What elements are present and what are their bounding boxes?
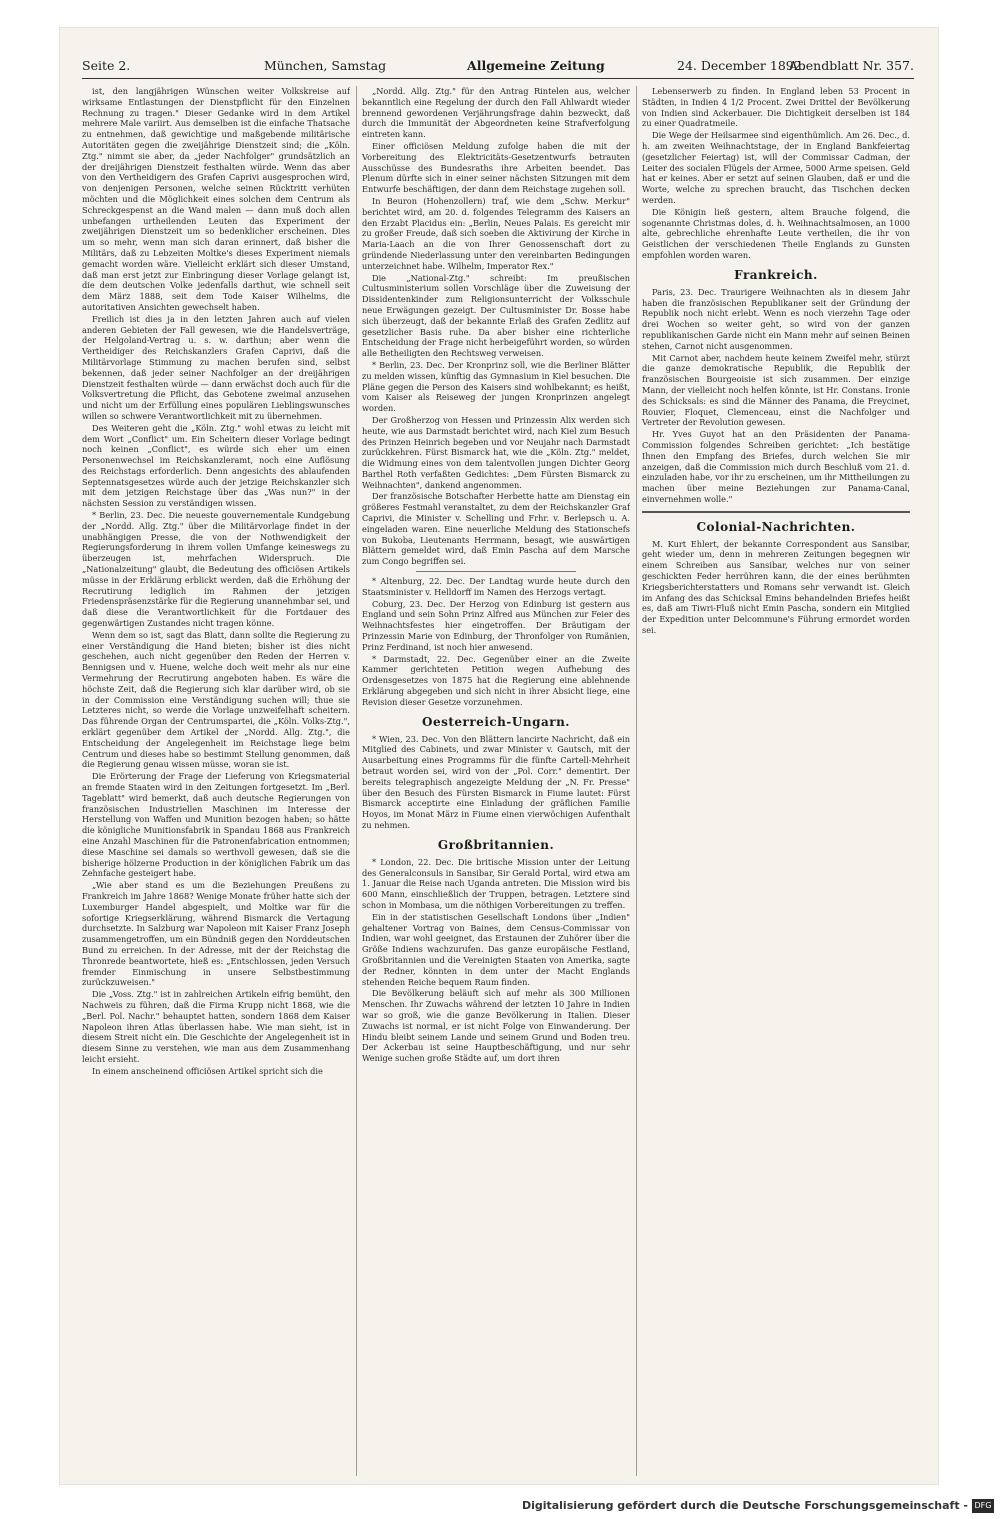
newspaper-title: Allgemeine Zeitung (467, 58, 605, 73)
paragraph: * Darmstadt, 22. Dec. Gegenüber einer an die Zweite Kammer gerichteten Petition wegen Aufhebung des Ordensgesetzes von 1875 hat die Regierung eine ablehnende Erklärung abgegeben und sich nicht in ihrer Absicht liege, eine Revision dieser Gesetze vorzunehmen. (362, 653, 630, 707)
paragraph: Die Bevölkerung beläuft sich auf mehr als 300 Millionen Menschen. Ihr Zuwachs während der letzten 10 Jahre in Indien war so groß, wie die ganze Bevölkerung in Italien. Dieser Zuwachs ist normal, er ist nicht Folge von Einwanderung. Der Hindu bleibt seinem Lande und seinem Grund und Boden treu. Der Ackerbau ist seine Hauptbeschäftigung, und nur sehr Wenige suchen große Städte auf, um dort ihren (362, 988, 630, 1064)
page-header (82, 58, 914, 78)
section-rule (642, 511, 910, 513)
paragraph: Einer officiösen Meldung zufolge haben die mit der Vorbereitung des Elektricitäts-Gesetzentwurfs betrauten Ausschüsse des Bundesraths ihre Arbeiten beendet. Das Plenum dürfte sich in einer seiner nächsten Sitzungen mit dem Entwurfe beschäftigen, der dann dem Reichstage zugehen soll. (362, 140, 630, 195)
paragraph: ist, den langjährigen Wünschen weiter Volkskreise auf wirksame Entlastungen der Dienstpflicht für den Einzelnen Rechnung zu tragen." Dieser Gedanke wird in dem Artikel mehrere Male variirt. Aus demselben ist die einfache Thatsache zu entnehmen, daß gewichtige und maßgebende militärische Autoritäten gegen die zweijährige Dienstzeit sind; die „Köln. Ztg." nimmt sie aber, da „jeder Nachfolger" grundsätzlich an der dreijährigen Dienstzeit festhalten würde. Wenn das aber von den Vertheidigern des Grafen Caprivi ausgesprochen wird, von denjenigen Personen, welche seinen Rücktritt verhüten möchten und die Möglichkeit eines solchen dem Centrum als Schreckgespenst an die Wand malen — dann muß doch allen unbefangen urtheilenden Leuten das Experiment der zweijährigen Dienstzeit um so bedenklicher erscheinen. Dies um so mehr, wenn man sich daran erinnert, daß bisher die Militärs, daß zu Lebzeiten Moltke's dieses Experiment niemals gemacht worden wäre. Vielleicht erklärt sich dieser Umstand, daß man erst jetzt zur Einbringung dieser Vorlage gelangt ist, die dem deutschen Volke jedenfalls darthut, wie schnell seit dem März 1888, seit dem Tode Kaiser Wilhelms, die autoritativen Ansichten gewechselt haben. (82, 86, 350, 312)
paragraph: In Beuron (Hohenzollern) traf, wie dem „Schw. Merkur" berichtet wird, am 20. d. folgendes Telegramm des Kaisers an den Erzabt Placidus ein: „Berlin, Neues Palais. Es gereicht mir zu großer Freude, daß sich soeben die Aktivirung der Kirche in Maria-Laach an die von Ihrer Genossenschaft dort zu gründende Niederlassung unter den vereinbarten Bedingungen unterzeichnet habe. Wilhelm, Imperator Rex." (362, 195, 630, 271)
paragraph: „Nordd. Allg. Ztg." für den Antrag Rintelen aus, welcher bekanntlich eine Regelung der durch den Fall Ahlwardt wieder brennend gewordenen Verjährungsfrage dahin bezweckt, daß durch die Immunität der Abgeordneten keine Strafverfolgung eintreten kann. (362, 86, 630, 140)
funding-notice: Digitalisierung gefördert durch die Deutsche Forschungsgemeinschaft - (521, 1499, 968, 1512)
paragraph: „Wie aber stand es um die Beziehungen Preußens zu Frankreich im Jahre 1868? Wenige Monate früher hatte sich der Luxemburger Handel abgespielt, und Moltke war für die sofortige Kriegserklärung, während Bismarck die Vertagung durchsetzte. In Salzburg war Napoleon mit Kaiser Franz Joseph zusammengetroffen, um ein Bündniß gegen den Norddeutschen Bund zu erreichen. In der Adresse, mit der der Reichstag die Thronrede beantwortete, hieß es: „Entschlossen, jeden Versuch fremder Einmischung in unsere Selbstbestimmung zurückzuweisen." (82, 880, 350, 988)
page-number: Seite 2. (82, 58, 131, 73)
issue-date: 24. December 1892. (677, 58, 806, 73)
section-heading-colonial: Colonial-Nachrichten. (696, 519, 856, 534)
paragraph: Des Weiteren geht die „Köln. Ztg." wohl etwas zu leicht mit dem Wort „Conflict" um. Ein Scheitern dieser Vorlage bedingt noch keinen „Conflict", es würde sich eher um einen Personenwechsel im Reichskanzleramt, noch eine Auflösung des Reichstags erforderlich. Denn angesichts des ablaufenden Septennatsgesetzes würde auch der jetzige Reichskanzler sich mit dem jetzigen Reichstage über das „Was nun?" in der nächsten Session zu verständigen wissen. (82, 422, 350, 509)
paragraph: Ein in der statistischen Gesellschaft Londons über „Indien" gehaltener Vortrag von Baines, dem Census-Commissar von Indien, war wohl geeignet, das Erstaunen der Zuhörer über die Größe Indiens wachzurufen. Das ganze europäische Festland, Großbritannien und die Vereinigten Staaten von Amerika, sagte der Redner, könnten in dem unter der Macht Englands stehenden Reiche bequem Raum finden. (362, 911, 630, 987)
footer (0, 1497, 1000, 1519)
city-day: München, Samstag (264, 58, 387, 73)
separator (416, 571, 577, 572)
paragraph: * Wien, 23. Dec. Von den Blättern lancirte Nachricht, daß ein Mitglied des Cabinets, und zwar Minister v. Gautsch, mit der Ausarbeitung eines Programms für die fünfte Cartell-Mehrheit betraut worden sei, wird von der „Pol. Corr." dementirt. Der bereits telegraphisch angezeigte Meldung der „N. Fr. Presse" über den Besuch des Fürsten Bismarck in Fiume lautet: Fürst Bismarck acceptirte eine Einladung der gräflichen Familie Hoyos, im Monat März in Fiume einen vierwöchigen Aufenthalt zu nehmen. (362, 733, 630, 830)
paragraph: * Berlin, 23. Dec. Der Kronprinz soll, wie die Berliner Blätter zu melden wissen, künftig das Gymnasium in Kiel besuchen. Die Pläne gegen die Person des Kaisers sind wohlbekannt; es heißt, vom Kaiser als Reiseweg der jungen Kronprinzen angelegt worden. (362, 359, 630, 414)
column-2 (362, 86, 630, 1476)
paragraph: * London, 22. Dec. Die britische Mission unter der Leitung des Generalconsuls in Sansibar, Sir Gerald Portal, wird etwa am 1. Januar die Reise nach Uganda antreten. Die Mission wird bis 600 Mann, einschließlich der Truppen, betragen. Letztere sind schon in Mombasa, um die nöthigen Vorbereitungen zu treffen. (362, 856, 630, 910)
paragraph: In einem anscheinend officiösen Artikel spricht sich die (92, 1065, 323, 1076)
column-divider (356, 86, 357, 1476)
header-rule (82, 78, 914, 79)
dfg-logo-icon: DFG (972, 1499, 994, 1513)
column-3 (642, 86, 910, 1476)
section-heading-britain: Großbritannien. (437, 837, 555, 852)
paragraph: Freilich ist dies ja in den letzten Jahren auch auf vielen anderen Gebieten der Fall gewesen, wie die Handelsverträge, der Helgoland-Vertrag u. s. w. darthun; aber wenn die Vertheidiger des Reichskanzlers Grafen Caprivi, daß die Militärvorlage Stimmung zu machen berufen sind, selbst bekennen, daß jeder seiner Nachfolger an der dreijährigen Dienstzeit festhalten würde — dann erwächst doch auch für die Volksvertretung die Pflicht, das Gebotene zweimal anzusehen und nicht um der Erfüllung eines populären Lieblingswunsches willen so schwere Verantwortlichkeit mit zu übernehmen. (82, 313, 350, 421)
edition-number: Abendblatt Nr. 357. (788, 58, 914, 73)
paragraph: Der französische Botschafter Herbette hatte am Dienstag ein größeres Festmahl veranstaltet, zu dem der Reichskanzler Graf Caprivi, die Minister v. Schelling und Frhr. v. Berlepsch u. A. eingeladen waren. Eine neuerliche Meldung des Stationschefs von Bukoba, Lieutenants Herrmann, besagt, wie auswärtigen Blättern gemeldet wird, daß Emin Pascha auf dem Marsche zum Congo begriffen sei. (362, 491, 630, 567)
paragraph: * Altenburg, 22. Dec. Der Landtag wurde heute durch den Staatsminister v. Helldorff im Namen des Herzogs vertagt. (362, 576, 630, 597)
paragraph: Die Wege der Heilsarmee sind eigenthümlich. Am 26. Dec., d. h. am zweiten Weihnachtstage, der in England Bankfeiertag (gesetzlicher Feiertag) ist, will der Commissar Cadman, der Leiter des socialen Flügels der Armee, 5000 Arme speisen. Geld hat er keines. Aber er setzt auf seinen Glauben, daß er und die Worte, welche zu sprechen braucht, das Tischchen decken werden. (642, 130, 910, 205)
paragraph: Die Königin ließ gestern, altem Brauche folgend, die sogenannte Christmas doles, d. h. Weihnachtsalmosen, an 1000 alte, gebrechliche ehrenhafte Leute vertheilen, die ihr von Geistlichen der verschiedenen Theile Englands zu Gunsten empfohlen worden waren. (642, 206, 910, 260)
paragraph: Die „Voss. Ztg." ist in zahlreichen Artikeln eifrig bemüht, den Nachweis zu führen, daß die Firma Krupp nicht 1868, wie die „Berl. Pol. Nachr." behauptet hatten, sondern 1868 dem Kaiser Napoleon ihren Atlas überlassen habe. Wie man sieht, ist in diesem Streit nicht ein. Die Geschichte der Angelegenheit ist in diesem Sinne zu verstehen, wie man aus dem Zusammenhang leicht ersieht. (82, 989, 350, 1064)
newspaper-page (60, 28, 938, 1484)
paragraph: Mit Carnot aber, nachdem heute keinem Zweifel mehr, stürzt die ganze demokratische Republik, die Republik der französischen Bourgeoisie ist sich zusammen. Der einzige Mann, der vielleicht noch helfen könnte, ist Hr. Constans. Ironie des Schicksals: es sind die Männer des Panama, die Freycinet, Rouvier, Floquet, Clemenceau, einst die Nachfolger und Vertreter der Revolution gewesen. (642, 352, 910, 428)
paragraph: Die Erörterung der Frage der Lieferung von Kriegsmaterial an fremde Staaten wird in den Zeitungen fortgesetzt. Im „Berl. Tageblatt" wird bemerkt, daß auch deutsche Regierungen von französischen Industriellen Maschinen im Interesse der Herstellung von Waffen und Munition bezogen haben; so hätte die königliche Munitionsfabrik in Spandau 1868 aus Frankreich eine Anzahl Maschinen für die Patronenfabrication entnommen; diese Maschine sei damals so werthvoll gewesen, daß sie die bisherige hölzerne Production in der königlichen Fabrik um das Zehnfache gesteigert habe. (82, 771, 350, 879)
paragraph: Wenn dem so ist, sagt das Blatt, dann sollte die Regierung zu einer Verständigung die Hand bieten; bisher ist dies nicht geschehen, auch nicht gegenüber den Reden der Herren v. Bennigsen und v. Huene, welche doch weit mehr als nur eine Vermehrung der Recrutirung angeboten haben. Es wäre die höchste Zeit, daß die Regierung sich klar darüber wird, ob sie in der Commission eine Verständigung suchen will; thue sie Letzteres nicht, so werde die Vorlage unzweifelhaft scheitern. Das führende Organ der Centrumspartei, die „Köln. Volks-Ztg.", erklärt gegenüber dem Artikel der „Nordd. Allg. Ztg.", die Entscheidung der Angelegenheit im Reichstage liege beim Centrum und dieses habe so bestimmt Stellung genommen, daß die Regierung genau wissen müsse, woran sie ist. (82, 629, 350, 770)
column-divider (636, 86, 637, 1476)
paragraph: Paris, 23. Dec. Traurigere Weihnachten als in diesem Jahr haben die französischen Republikaner seit der Gründung der Republik noch nicht erlebt. Wenn es noch vierzehn Tage oder drei Wochen so weiter geht, so wird von der ganzen republikanischen Garde nicht ein Mann mehr auf seinen Beinen stehen, Carnot nicht ausgenommen. (642, 286, 910, 351)
paragraph: Coburg, 23. Dec. Der Herzog von Edinburg ist gestern aus England und sein Sohn Prinz Alfred aus München zur Feier des Weihnachtsfestes hier eingetroffen. Der Bräutigam der Prinzessin Marie von Edinburg, der Thronfolger von Rumänien, Prinz Ferdinand, ist noch hier anwesend. (362, 598, 630, 652)
section-heading-austria: Oesterreich-Ungarn. (422, 714, 570, 729)
paragraph: M. Kurt Ehlert, der bekannte Correspondent aus Sansibar, geht wieder um, denn in mehreren Zeitungen begegnen wir einem Schreiben aus Sansibar, welches nur von seiner geschickten Feder herrühren kann, die der eines berühmten Kriegsberichterstatters und Romans sehr verwandt ist. Gleich im Anfang des das Schicksal Emins behandelnden Briefes heißt es, daß am Tiwri-Fluß nicht Emin Pascha, sondern ein Mitglied der Expedition unter Delcommune's Führung ermordet worden sei. (642, 538, 910, 636)
paragraph: Lebenserwerb zu finden. In England leben 53 Procent in Städten, in Indien 4 1/2 Procent. Zwei Drittel der Bevölkerung von Indien sind Ackerbauer. Die Dichtigkeit derselben ist 184 zu einer Quadratmeile. (642, 86, 910, 129)
paragraph: Die „National-Ztg." schreibt: Im preußischen Cultusministerium sollen Vorschläge über die Zuweisung der Dissidentenkinder zum Religionsunterricht der Volksschule neue Erwägungen gezeigt. Der Cultusminister Dr. Bosse habe sich überzeugt, daß der bekannte Erlaß des Grafen Zedlitz auf gesetzlicher Basis ruhe. Da aber bisher eine richterliche Entscheidung der Frage nicht herbeigeführt worden, so würden alle Betheiligten den Rechtsweg verweisen. (362, 272, 630, 359)
section-heading-france: Frankreich. (734, 267, 818, 282)
paragraph: Der Großherzog von Hessen und Prinzessin Alix werden sich heute, wie aus Darmstadt berichtet wird, nach Kiel zum Besuch des Prinzen Heinrich begeben und vor Neujahr nach Darmstadt zurückkehren. Fürst Bismarck hat, wie die „Köln. Ztg." meldet, die Widmung eines von dem talentvollen jungen Dichter Georg Barthel Roth verfaßten Gedichtes: „Dem Fürsten Bismarck zu Weihnachten", dankend angenommen. (362, 414, 630, 490)
paragraph: Hr. Yves Guyot hat an den Präsidenten der Panama-Commission folgendes Schreiben gerichtet: „Ich bestätige Ihnen den Empfang des Briefes, durch welchen Sie mir anzeigen, daß die Commission mich durch Beschluß vom 21. d. einzuladen habe, vor ihr zu erscheinen, um ihr Mittheilungen zu machen über meine Beziehungen zur Panama-Canal, einvernehmen wolle." (642, 429, 910, 504)
column-1 (82, 86, 350, 1476)
paragraph: * Berlin, 23. Dec. Die neueste gouvernementale Kundgebung der „Nordd. Allg. Ztg." über die Militärvorlage findet in der unabhängigen Presse, die von der Nothwendigkeit der Regierungsforderung in ihrem vollen Umfange keineswegs zu überzeugen ist, mehrfachen Widerspruch. Die „Nationalzeitung" glaubt, die Bedeutung des officiösen Artikels müsse in der Erklärung erblickt werden, daß die Erhöhung der Recrutirung lediglich im Rahmen der jetzigen Friedenspräsenzstärke für die Regierung unannehmbar sei, und daß diese die Verantwortlichkeit für die Fortdauer des gegenwärtigen Zustandes nicht tragen könne. (82, 510, 350, 629)
